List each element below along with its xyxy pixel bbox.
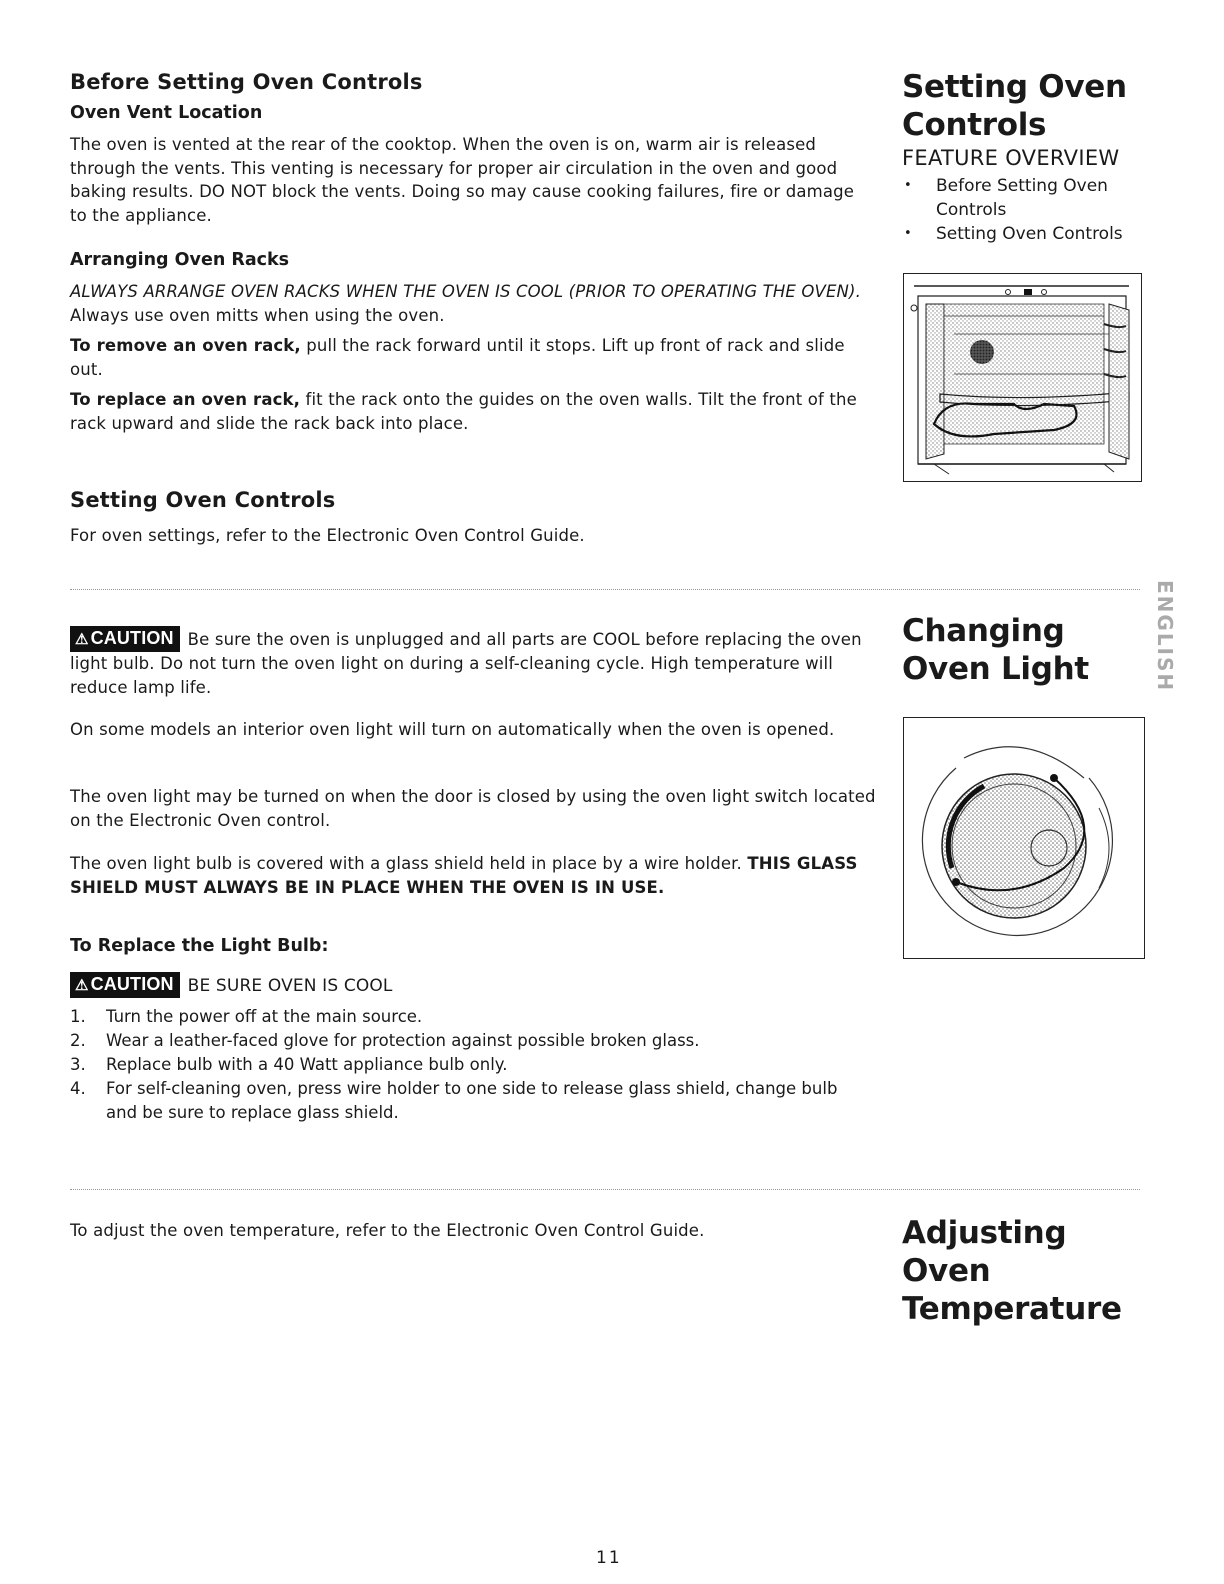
- step-item: [70, 1053, 870, 1077]
- remove-rack-text: pull the rack forward until it stops. Lift up front of rack and slide out.: [70, 336, 845, 379]
- glass-shield-warning: THIS GLASS SHIELD MUST ALWAYS BE IN PLACE WHEN THE OVEN IS IN USE.: [70, 854, 858, 897]
- step-number: 4.: [70, 1079, 86, 1098]
- caution2-text: BE SURE OVEN IS COOL: [187, 976, 393, 996]
- oven-light-illustration: [904, 718, 1144, 958]
- oven-interior-figure: [903, 273, 1142, 482]
- remove-rack-bold: To remove an oven rack,: [70, 336, 301, 355]
- setting-controls-body: For oven settings, refer to the Electronic Oven Control Guide.: [70, 526, 585, 545]
- feature-item: • Setting Oven Controls: [902, 222, 1152, 246]
- warning-triangle-icon: ⚠: [75, 631, 89, 648]
- feature-overview-list: [902, 174, 1152, 246]
- caution-text: Be sure the oven is unplugged and all parts are COOL before replacing the oven light bulb. Do not turn the oven light on during a self-cleaning cycle. High temperature will reduce lamp life.: [70, 630, 862, 697]
- step-item: [70, 1029, 870, 1053]
- step-number: 3.: [70, 1055, 86, 1074]
- caution-label: CAUTION: [90, 628, 174, 648]
- arranging-racks-title: Arranging Oven Racks: [70, 250, 290, 270]
- step-text: For self-cleaning oven, press wire holder to one side to release glass shield, change bulb and be sure to replace glass shield.: [106, 1079, 838, 1122]
- caution-paragraph: [70, 626, 875, 699]
- replace-bulb-heading: To Replace the Light Bulb:: [70, 936, 329, 956]
- caution-badge: [70, 626, 180, 652]
- setting-controls-heading: Setting Oven Controls: [70, 488, 336, 512]
- oven-light-paragraph-2: The oven light may be turned on when the door is closed by using the oven light switch located on the Electronic Oven control.: [70, 787, 876, 830]
- setting-oven-controls-title: Setting Oven Controls: [902, 69, 1127, 143]
- replace-rack-text: fit the rack onto the guides on the oven walls. Tilt the front of the rack upward and slide the rack back into place.: [70, 390, 857, 433]
- racks-warning-italic: ALWAYS ARRANGE OVEN RACKS WHEN THE OVEN IS COOL (PRIOR TO OPERATING THE OVEN).: [70, 282, 862, 301]
- step-item: [70, 1005, 870, 1029]
- page-number: 11: [596, 1548, 622, 1568]
- remove-rack-paragraph: [70, 334, 870, 381]
- step-text: Wear a leather-faced glove for protection against possible broken glass.: [106, 1031, 700, 1050]
- feature-overview-title: FEATURE OVERVIEW: [902, 146, 1120, 170]
- language-side-tab: ENGLISH: [1153, 580, 1177, 693]
- oven-interior-illustration: [904, 274, 1141, 481]
- vent-location-body: The oven is vented at the rear of the cooktop. When the oven is on, warm air is released through the vents. This venting is necessary for proper air circulation in the oven and good baking results. DO NOT block the vents. Doing so may cause cooking failures, fire or damage to the appliance.: [70, 135, 855, 225]
- adjust-temperature-body: To adjust the oven temperature, refer to the Electronic Oven Control Guide.: [70, 1221, 705, 1240]
- section-divider: [70, 589, 1140, 590]
- step-text: Replace bulb with a 40 Watt appliance bulb only.: [106, 1055, 508, 1074]
- step-item: [70, 1077, 870, 1125]
- racks-warning-rest: Always use oven mitts when using the oven.: [70, 305, 445, 325]
- caution-badge: [70, 972, 180, 998]
- section-divider: [70, 1189, 1140, 1190]
- caution2-line: [70, 972, 870, 999]
- glass-shield-text: The oven light bulb is covered with a glass shield held in place by a wire holder.: [70, 854, 748, 873]
- replace-rack-paragraph: [70, 388, 870, 435]
- step-text: Turn the power off at the main source.: [106, 1007, 423, 1026]
- vent-location-title: Oven Vent Location: [70, 103, 263, 123]
- step-number: 2.: [70, 1031, 86, 1050]
- changing-oven-light-title: Changing Oven Light: [902, 613, 1089, 687]
- oven-light-figure: [903, 717, 1145, 959]
- replace-bulb-steps: [70, 1005, 870, 1125]
- replace-rack-bold: To replace an oven rack,: [70, 390, 301, 409]
- racks-warning: [70, 280, 870, 327]
- feature-item: • Before Setting Oven Controls: [902, 174, 1152, 222]
- caution2-label: CAUTION: [90, 974, 174, 994]
- oven-light-paragraph-3: [70, 852, 860, 899]
- oven-light-paragraph-1: On some models an interior oven light will turn on automatically when the oven is opened.: [70, 720, 835, 739]
- adjusting-oven-temperature-title: Adjusting Oven Temperature: [902, 1215, 1122, 1327]
- step-number: 1.: [70, 1007, 86, 1026]
- before-setting-heading: Before Setting Oven Controls: [70, 70, 423, 94]
- warning-triangle-icon: ⚠: [75, 977, 89, 994]
